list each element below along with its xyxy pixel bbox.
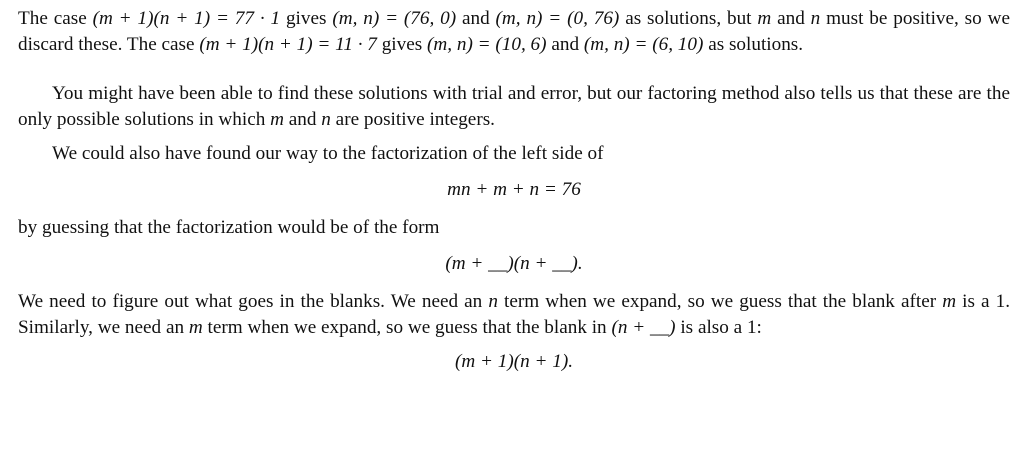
- equation-inline: (m + 1)(n + 1) = 77 · 1: [92, 8, 281, 29]
- display-equation-3: (m + 1)(n + 1).: [454, 351, 574, 372]
- equation-inline: (m, n) = (6, 10): [583, 34, 704, 55]
- equation-inline: (m, n) = (76, 0): [332, 8, 457, 29]
- paragraph-factorization-intro: [18, 141, 1010, 167]
- document-page: [18, 6, 1010, 375]
- text-span: is also a 1:: [675, 317, 762, 338]
- paragraph-trial-and-error: [18, 81, 1010, 133]
- text-span: We could also have found our way to the factorization of the left side of: [52, 143, 604, 164]
- equation-inline: (m, n) = (10, 6): [427, 34, 547, 55]
- variable-n: n: [321, 109, 331, 130]
- text-span: is a 1. Similarly, we need an: [18, 291, 1010, 338]
- paragraph-guessing: [18, 215, 1010, 241]
- variable-m: m: [942, 291, 957, 312]
- text-span: as solutions.: [703, 34, 804, 55]
- text-span: term when we expand, so we guess that the blank in: [202, 317, 612, 338]
- text-span: and: [546, 34, 584, 55]
- paragraph-blanks: [18, 289, 1010, 341]
- variable-m: m: [188, 317, 203, 338]
- text-span: must be positive, so we discard these. The case: [18, 8, 1010, 55]
- equation-inline: (m + 1)(n + 1) = 11 · 7: [199, 34, 377, 55]
- display-equation-1: mn + m + n = 76: [447, 179, 581, 200]
- variable-m: m: [270, 109, 284, 130]
- display-equation-2: (m + __)(n + __).: [445, 253, 583, 274]
- text-span: and: [771, 8, 811, 29]
- text-span: and: [283, 109, 322, 130]
- text-span: gives: [280, 8, 333, 29]
- equation-inline: (m, n) = (0, 76): [495, 8, 620, 29]
- text-span: gives: [376, 34, 428, 55]
- variable-n: n: [488, 291, 498, 312]
- text-span: We need to figure out what goes in the blanks. We need an: [18, 291, 489, 312]
- paragraph-solutions: [18, 6, 1010, 58]
- text-span: term when we expand, so we guess that the blank after: [497, 291, 943, 312]
- text-span: You might have been able to find these solutions with trial and error, but our factoring method also tells us that these are the only possible solutions in which: [18, 83, 1010, 130]
- text-span: The case: [18, 8, 93, 29]
- variable-m: m: [757, 8, 772, 29]
- variable-n: n: [810, 8, 821, 29]
- text-span: by guessing that the factorization would be of the form: [18, 217, 440, 238]
- text-span: as solutions, but: [619, 8, 758, 29]
- text-span: are positive integers.: [330, 109, 495, 130]
- text-span: and: [456, 8, 496, 29]
- equation-inline: (n + __): [611, 317, 676, 338]
